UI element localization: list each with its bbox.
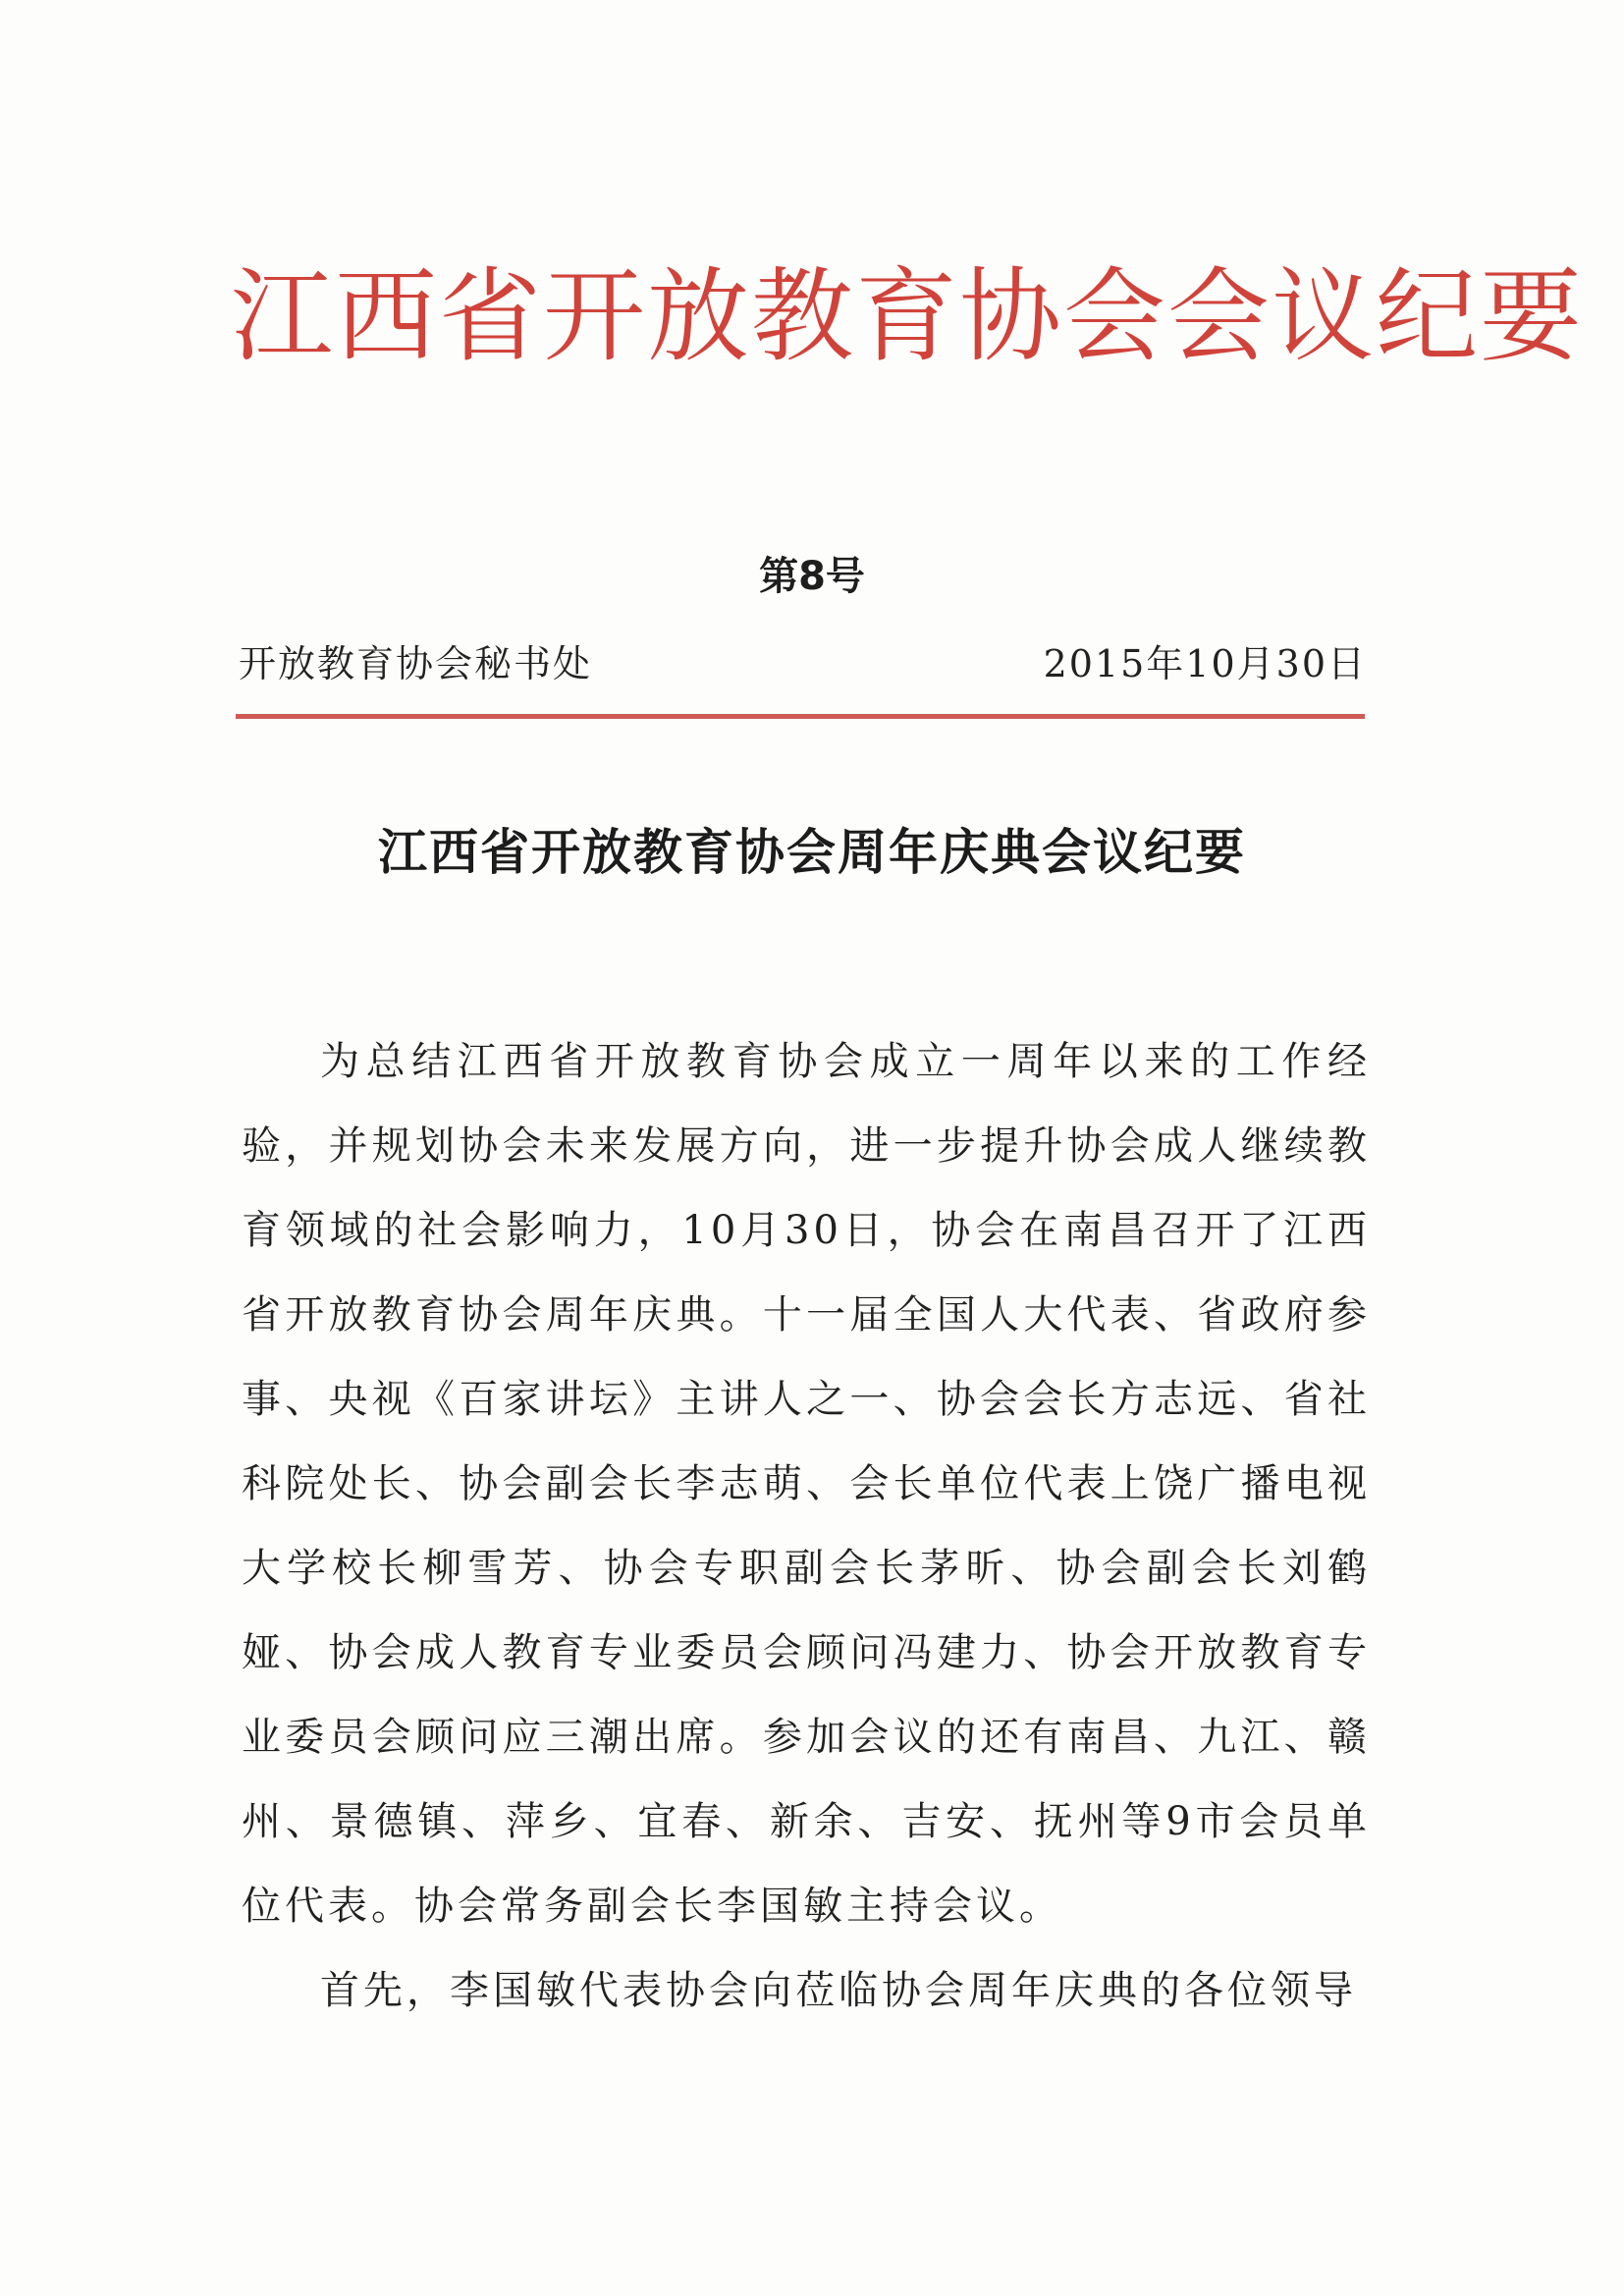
document-title: 江西省开放教育协会周年庆典会议纪要: [378, 824, 1246, 881]
issuer-name: 开放教育协会秘书处: [239, 642, 593, 685]
body-paragraph: 为总结江西省开放教育协会成立一周年以来的工作经验，并规划协会未来发展方向，进一步提升协会成人继续教育领域的社会影响力，10月30日，协会在南昌召开了江西省开放教育协会周年庆典。十一届全国人大代表、省政府参事、央视《百家讲坛》主讲人之一、协会会长方志远、省社科院处长、协会副会长李志萌、会长单位代表上饶广播电视大学校长柳雪芳、协会专职副会长茅昕、协会副会长刘鹤娅、协会成人教育专业委员会顾问冯建力、协会开放教育专业委员会顾问应三潮出席。参加会议的还有南昌、九江、赣州、景德镇、萍乡、宜春、新余、吉安、抚州等9市会员单位代表。协会常务副会长李国敏主持会议。: [242, 1039, 1371, 1929]
red-divider-line: [236, 714, 1365, 719]
document-body: [242, 1019, 1371, 2033]
red-banner-title: 江西省开放教育协会会议纪要: [231, 256, 1585, 376]
issue-date: 2015年10月30日: [1043, 642, 1367, 685]
issue-number: 第8号: [759, 554, 865, 599]
body-paragraph: 首先，李国敏代表协会向莅临协会周年庆典的各位领导: [320, 1968, 1357, 2013]
